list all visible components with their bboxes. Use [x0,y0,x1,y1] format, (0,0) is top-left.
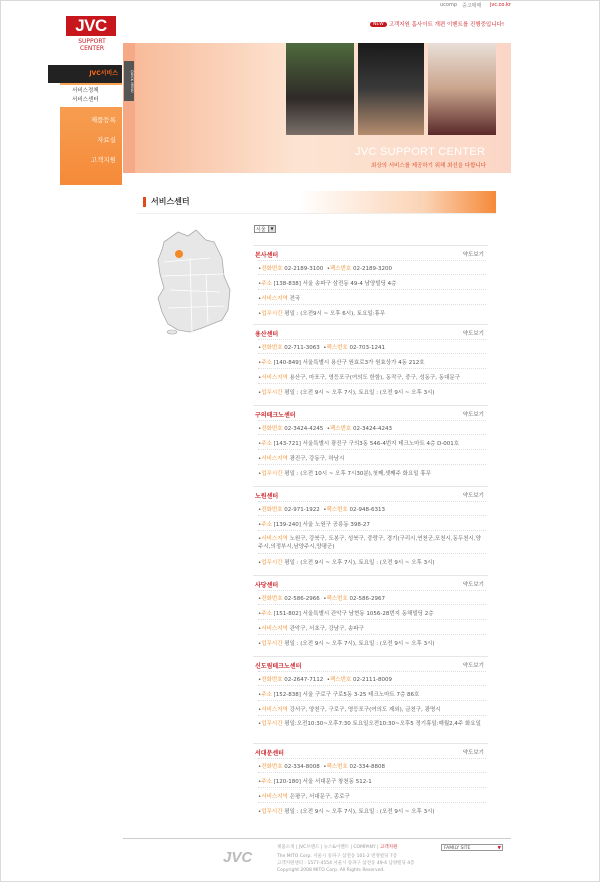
area-row: •서비스지역 노원구, 강북구, 도봉구, 성북구, 중랑구, 경기(구리시,연천군,포천시,동두천시,양주시,의정부시,남양주시,양평군) [258,536,481,550]
quick-menu-tab[interactable]: QUICK MENU [124,61,134,101]
footer-links: 제품소개 | JVC브랜드 | 뉴스&이벤트 | COMPANY | 고객지원 [277,845,398,850]
nav-band [60,65,122,236]
row-divider [258,383,486,384]
center-item [253,245,488,324]
seoul-marker[interactable] [175,250,183,258]
hours-row: •업무시간 평일 : (오전 9시 ~ 오후 7시), 토요일 : (오전 9시 ~ 오후 3시) [258,560,435,566]
center-name: 사당센터 [255,582,279,589]
section-marker [143,197,146,207]
new-badge: NEW [370,22,387,27]
banner-subtitle: 최상의 서비스를 제공하기 위해 최선을 다합니다 [371,163,487,169]
fax-value: 02-948-6313 [349,507,385,513]
row-divider [258,449,486,450]
address-value: [138-838] 서울 송파구 삼전동 49-4 남양빌딩 4층 [273,281,397,287]
top-link[interactable]: ▲ top [84,231,95,236]
area-row: •서비스지역 강서구, 양천구, 구로구, 영등포구(여의도 제외), 금천구, 광명시 [258,707,441,713]
address-row: •주소 [140-849] 서울특별시 용산구 원효로3가 원효상가 4동 212호 [258,360,425,366]
address-row: •주소 [120-180] 서울 서대문구 창천동 512-1 [258,779,372,785]
nav-item-product-register[interactable]: 제품등록 [90,116,116,124]
area-value: 강서구, 양천구, 구로구, 영등포구(여의도 제외), 금천구, 광명시 [289,707,441,713]
row-divider [258,434,486,435]
address-value: [151-802] 서울특별시 관악구 남현동 1056-28번지 동해빌딩 2층 [273,611,434,617]
top-link-ucomp[interactable]: ucomp [440,2,458,8]
center-name: 용산센터 [255,331,279,338]
hours-value: 평일:오전10:30~오후7:30 토요일오전10:30~오후5 정기휴일:매월2,4주 화요일 [284,721,481,727]
center-name: 노원센터 [255,493,279,500]
address-value: [143-721] 서울특별시 광진구 구의3동 546-4번지 테크노마트 4층 D-001호 [273,441,460,447]
korea-map-shape [158,230,230,332]
nav-item-customer-support[interactable]: 고객지원 [90,156,116,164]
row-divider [258,515,486,516]
row-divider [258,715,486,716]
map-link[interactable]: 약도보기 [462,750,484,756]
area-value: 관악구, 서초구, 강남구, 송파구 [289,626,364,632]
hours-row: •업무시간 평일 : (오전 9시 ~ 오후 7시), 토요일 : (오전 9시 ~ 오후 3시) [258,809,435,815]
phone-value: 02-3424-4245 [284,426,324,432]
center-item [253,656,488,743]
area-value: 전국 [289,296,301,302]
footer-info-line: The MITO Corp. 서울시 송파구 삼전동 101-2 번정빌딩 7층 [277,854,398,859]
nav-item-jvc-service[interactable]: JVC서비스 [48,65,122,83]
chevron-down-icon[interactable]: ▼ [268,226,275,232]
phone-value: 02-334-8008 [284,764,320,770]
address-row: •주소 [152-838] 서울 구로구 구로5동 3-25 테크노마트 7층 86호 [258,692,420,698]
row-divider [258,604,486,605]
fax-value: 02-586-2967 [349,596,385,602]
address-value: [152-838] 서울 구로구 구로5동 3-25 테크노마트 7층 86호 [273,692,420,698]
hours-value: 평일 : (오전 9시 ~ 오후 7시), 토요일 : (오전 9시 ~ 오후 3시) [284,809,435,815]
row-divider [258,368,486,369]
center-item [253,486,488,575]
top-link-used[interactable]: 중고매매 [462,3,482,9]
hours-value: 평일 : (오전 9시 ~ 오후 7시), 토요일 : (오전 9시 ~ 오후 3시) [284,390,435,396]
address-row: •주소 [151-802] 서울특별시 관악구 남현동 1056-28번지 동해빌딩 2층 [258,611,434,617]
footer-link-company[interactable]: COMPANY [353,845,376,850]
area-row: •서비스지역 전국 [258,296,301,302]
region-select[interactable] [254,225,276,233]
fax-value: 02-2111-8009 [353,677,392,683]
address-value: [120-180] 서울 서대문구 창천동 512-1 [273,779,372,785]
hours-value: 평일 : (오전9시 ~ 오후 6시), 토요일:휴무 [284,311,386,317]
footer-copyright: Copyright 2008 MITO Corp. All Rights Reserved. [277,868,385,873]
map-link[interactable]: 약도보기 [462,252,484,258]
footer-link-support[interactable]: 고객지원 [379,845,398,850]
footer-link-brand[interactable]: JVC브랜드 [298,845,320,850]
fax-value: 02-2189-3200 [353,266,392,272]
section-title: 서비스센터 [151,197,190,206]
row-divider [258,464,486,465]
row-divider [258,304,486,305]
hours-value: 평일 : (오전 10시 ~ 오후 7시30분),첫째,셋째주 화요일 휴무 [284,471,431,477]
area-row: •서비스지역 관악구, 서초구, 강남구, 송파구 [258,626,364,632]
korea-map[interactable] [150,228,250,338]
center-name: 구의테크노센터 [255,412,296,419]
nav-item-downloads[interactable]: 자료실 [97,136,116,144]
phone-fax-row: •전화번호 02-586-2966 •팩스번호 02-586-2967 [258,596,385,602]
banner-photo-outdoor [286,43,354,135]
center-item [253,743,488,824]
hours-value: 평일 : (오전 9시 ~ 오후 7시), 토요일 : (오전 9시 ~ 오후 3시) [284,641,435,647]
row-divider [258,420,486,421]
phone-value: 02-711-3063 [284,345,320,351]
phone-fax-row: •전화번호 02-334-8008 •팩스번호 02-334-8808 [258,764,385,770]
row-divider [258,353,486,354]
area-value: 은평구, 서대문구, 종로구 [289,794,350,800]
row-divider [258,634,486,635]
center-item [253,405,488,486]
top-utility-links [440,2,600,10]
footer-logo: JVC [223,849,253,866]
hero-banner [123,43,511,173]
phone-fax-row: •전화번호 02-2647-7112 •팩스번호 02-2111-8009 [258,677,392,683]
center-name: 서대문센터 [255,750,284,757]
address-row: •주소 [139-240] 서울 노원구 공릉동 398-27 [258,522,370,528]
hours-row: •업무시간 평일 : (오전 9시 ~ 오후 7시), 토요일 : (오전 9시 ~ 오후 3시) [258,390,435,396]
row-divider [258,590,486,591]
jeju-island [167,330,177,334]
row-divider [258,758,486,759]
phone-value: 02-586-2966 [284,596,320,602]
row-divider [258,339,486,340]
banner-photo-hand [428,43,496,135]
area-row: •서비스지역 용산구, 마포구, 영등포구(여의도 한함), 동작구, 중구, 성동구, 동대문구 [258,375,461,381]
row-divider [258,553,486,554]
jvc-logo[interactable]: JVC [66,16,116,36]
phone-fax-row: •전화번호 02-711-3063 •팩스번호 02-703-1241 [258,345,385,351]
address-row: •주소 [143-721] 서울특별시 광진구 구의3동 546-4번지 테크노마트 4층 D-001호 [258,441,460,447]
phone-fax-row: •전화번호 02-2189-3100 •팩스번호 02-2189-3200 [258,266,392,272]
row-divider [258,619,486,620]
area-row: •서비스지역 은평구, 서대문구, 종로구 [258,794,350,800]
hours-row: •업무시간 평일 : (오전9시 ~ 오후 6시), 토요일:휴무 [258,311,386,317]
family-site-label: FAMILY SITE [444,846,471,851]
hours-row: •업무시간 평일 : (오전 9시 ~ 오후 7시), 토요일 : (오전 9시 ~ 오후 3시) [258,641,435,647]
region-select-value: 서울 [256,227,266,233]
row-divider [258,671,486,672]
banner-photo-camcorder [358,43,424,135]
row-divider [258,274,486,275]
left-navigation [60,8,120,236]
subnav [58,85,122,107]
address-value: [140-849] 서울특별시 용산구 원효로3가 원효상가 4동 212호 [273,360,425,366]
row-divider [258,787,486,788]
phone-fax-row: •전화번호 02-971-1922 •팩스번호 02-948-6313 [258,507,385,513]
center-list [253,245,488,824]
center-item [253,575,488,656]
row-divider [258,501,486,502]
chevron-down-icon[interactable]: ▼ [497,846,501,851]
phone-fax-row: •전화번호 02-3424-4245 •팩스번호 02-3424-4243 [258,426,392,432]
family-site-select[interactable] [441,844,503,851]
map-link[interactable]: 약도보기 [462,412,484,418]
row-divider [258,530,486,531]
top-link-jvc[interactable]: jvc.co.kr [490,2,511,8]
fax-value: 02-334-8808 [349,764,385,770]
map-link[interactable]: 약도보기 [462,493,484,499]
center-name: 본사센터 [255,252,279,259]
area-value: 노원구, 강북구, 도봉구, 성북구, 중랑구, 경기(구리시,연천군,포천시,동두천시,양주시,의정부시,남양주시,양평군) [258,536,481,550]
area-value: 용산구, 마포구, 영등포구(여의도 한함), 동작구, 중구, 성동구, 동대문구 [289,375,461,381]
row-divider [258,289,486,290]
promo-text[interactable]: 고객지원 홈사이트 개편 이벤트를 진행중입니다! [388,22,505,28]
row-divider [258,260,486,261]
fax-value: 02-703-1241 [349,345,385,351]
row-divider [258,685,486,686]
area-row: •서비스지역 광진구, 강동구, 하남시 [258,456,345,462]
hours-row: •업무시간 평일:오전10:30~오후7:30 토요일오전10:30~오후5 정기휴일:매월2,4주 화요일 [258,721,481,727]
hours-row: •업무시간 평일 : (오전 10시 ~ 오후 7시30분),첫째,셋째주 화요일 휴무 [258,471,431,477]
phone-value: 02-2189-3100 [284,266,324,272]
map-link[interactable]: 약도보기 [462,331,484,337]
footer [123,838,511,881]
center-name: 신도림테크노센터 [255,663,302,670]
fax-value: 02-3424-4243 [353,426,392,432]
map-link[interactable]: 약도보기 [462,582,484,588]
area-value: 광진구, 강동구, 하남시 [289,456,345,462]
footer-info [277,853,415,874]
row-divider [258,802,486,803]
section-header [137,191,496,214]
banner-title: JVC SUPPORT CENTER [355,146,486,158]
center-item [253,324,488,405]
logo-subtitle: SUPPORT CENTER [78,38,106,52]
row-divider [258,700,486,701]
footer-link-products[interactable]: 제품소개 [277,845,295,850]
map-link[interactable]: 약도보기 [462,663,484,669]
phone-value: 02-2647-7112 [284,677,324,683]
footer-info-line: 고객지원센터 : 1577-4554 서울시 송파구 삼전동 49-4 남양빌딩 4층 [277,861,415,866]
subnav-item-centers[interactable]: 서비스센터 [72,97,99,103]
row-divider [258,772,486,773]
subnav-item-policy[interactable]: 서비스정책 [72,88,99,94]
footer-link-news[interactable]: 뉴스&이벤트 [323,845,350,850]
phone-value: 02-971-1922 [284,507,320,513]
address-value: [139-240] 서울 노원구 공릉동 398-27 [273,522,370,528]
hours-value: 평일 : (오전 9시 ~ 오후 7시), 토요일 : (오전 9시 ~ 오후 3시) [284,560,435,566]
address-row: •주소 [138-838] 서울 송파구 삼전동 49-4 남양빌딩 4층 [258,281,397,287]
promo-banner[interactable] [370,20,510,30]
